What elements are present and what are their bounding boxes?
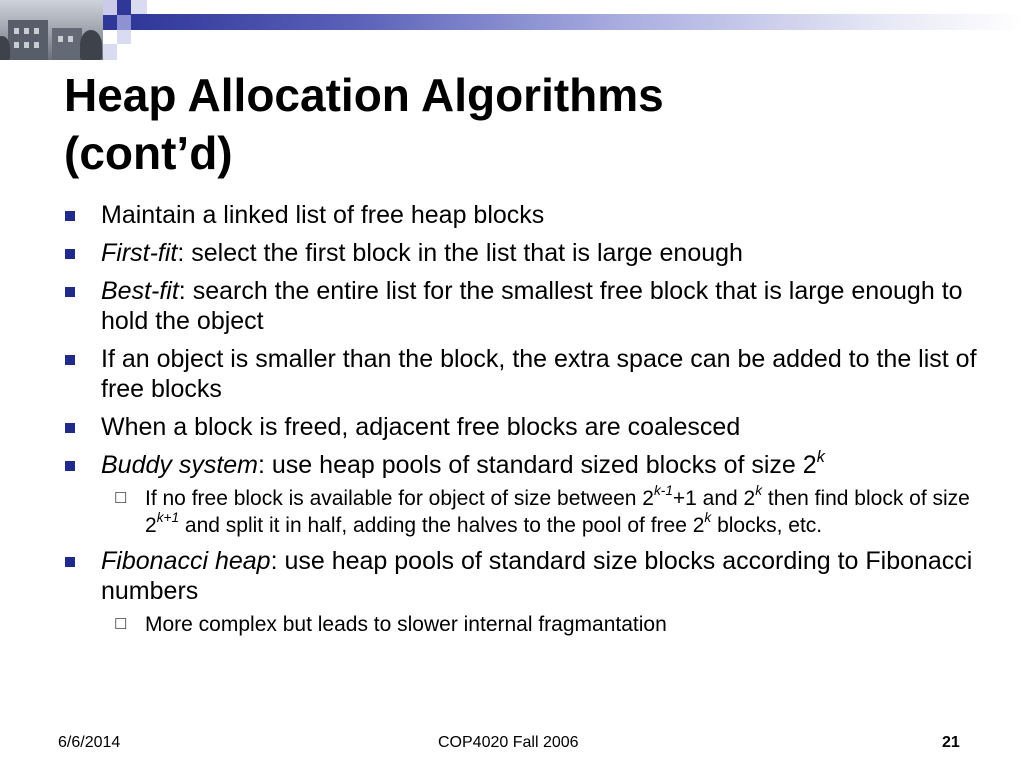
title-line-1: Heap Allocation Algorithms: [64, 69, 664, 121]
square-bullet-icon: [65, 557, 75, 567]
deco-square: [103, 0, 117, 15]
sub-bullet-text: blocks, etc.: [711, 514, 823, 537]
square-bullet-icon: [65, 287, 75, 297]
deco-square: [117, 30, 131, 44]
bullet-term: Best-fit: [101, 277, 179, 305]
exponent: k: [816, 447, 825, 466]
bullet-item: [60, 276, 980, 336]
bullet-item: [60, 200, 980, 230]
bullet-item: [60, 546, 980, 606]
square-bullet-icon: [65, 249, 75, 259]
sub-bullet-text: and split it in half, adding the halves to the pool of free 2: [179, 514, 705, 537]
square-bullet-icon: [65, 355, 75, 365]
exponent: k-1: [653, 483, 673, 498]
deco-square: [117, 15, 131, 30]
bullet-text: : use heap pools of standard size blocks according to Fibonacci numbers: [101, 547, 973, 605]
bullet-item: [60, 344, 980, 404]
bullet-text: : use heap pools of standard sized blocks of size 2: [258, 451, 817, 479]
bullet-item: [60, 447, 980, 480]
hollow-square-bullet-icon: ☐: [114, 616, 128, 633]
square-bullet-icon: [65, 211, 75, 221]
footer-page-number: 21: [942, 734, 960, 751]
footer-date: 6/6/2014: [58, 734, 121, 751]
slide-title: [64, 66, 994, 182]
sub-bullet-item: [60, 611, 980, 638]
bullet-text: When a block is freed, adjacent free blocks are coalesced: [101, 413, 741, 441]
title-line-2: (cont’d): [64, 127, 233, 179]
bullet-text: : search the entire list for the smallest free block that is large enough to hold the object: [101, 277, 963, 335]
header-gradient-bar: [131, 14, 1024, 30]
bullet-term: Fibonacci heap: [101, 547, 271, 575]
footer-course: COP4020 Fall 2006: [438, 734, 579, 751]
bullet-text: If an object is smaller than the block, the extra space can be added to the list of free blocks: [101, 345, 977, 403]
sub-bullet-text: If no free block is available for object of size between 2: [145, 487, 654, 510]
deco-square: [103, 44, 117, 60]
deco-square: [103, 15, 117, 30]
deco-square: [117, 0, 131, 15]
header-photo: [0, 0, 103, 60]
sub-bullet-text: then find block of size 2: [145, 487, 970, 537]
bullet-text: Maintain a linked list of free heap blocks: [101, 201, 545, 229]
bullet-item: [60, 412, 980, 442]
bullet-item: [60, 238, 980, 268]
exponent: k+1: [156, 510, 180, 525]
bullet-list: [60, 200, 980, 645]
sub-bullet-text: More complex but leads to slower internal fragmantation: [145, 613, 667, 636]
exponent: k: [704, 510, 712, 525]
bullet-text: : select the first block in the list that is large enough: [177, 239, 743, 267]
sub-bullet-text: +1 and 2: [672, 487, 756, 510]
bullet-term: Buddy system: [101, 451, 259, 479]
deco-square: [131, 0, 147, 14]
square-bullet-icon: [65, 461, 75, 471]
exponent: k: [755, 483, 763, 498]
sub-bullet-item: [60, 485, 980, 539]
hollow-square-bullet-icon: ☐: [114, 490, 128, 507]
bullet-term: First-fit: [101, 239, 178, 267]
square-bullet-icon: [65, 423, 75, 433]
